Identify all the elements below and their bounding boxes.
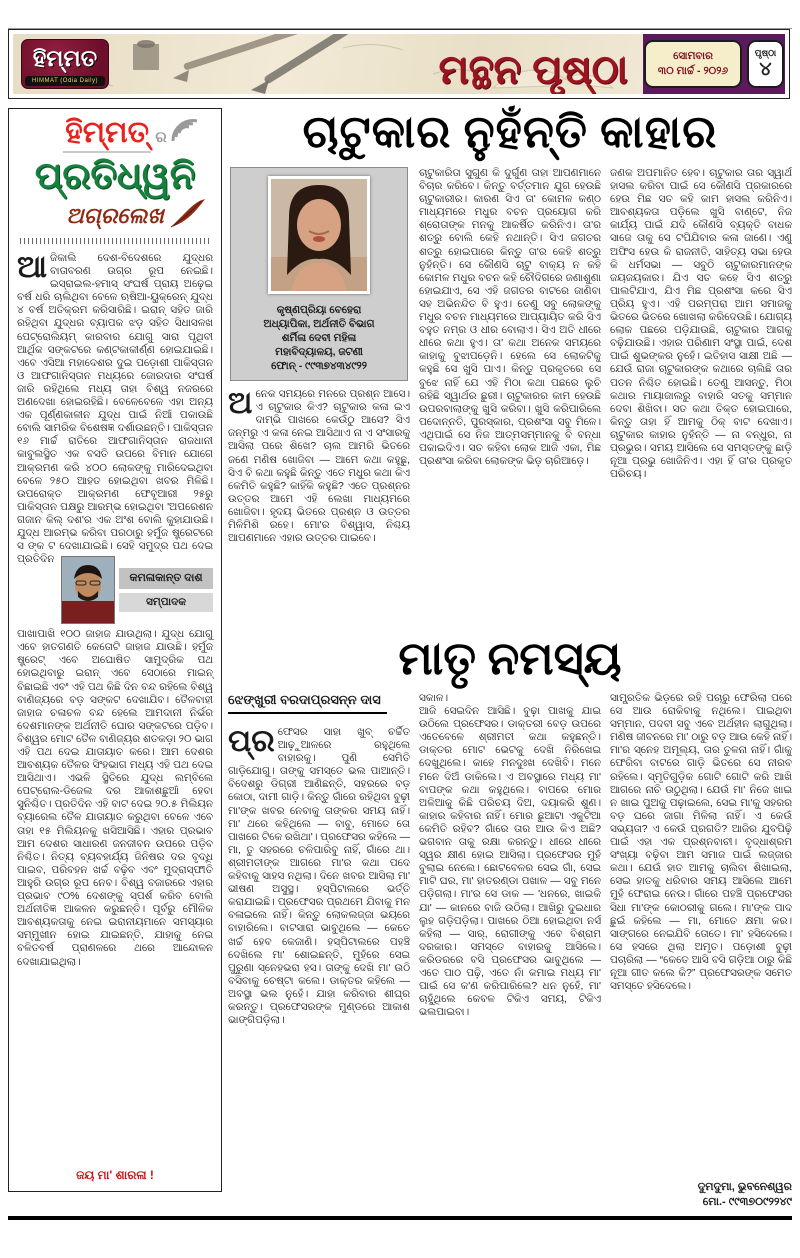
editorial-closing-line: ଜୟ ମା' ଶାରଳା ! [76,1168,154,1182]
author-photo-card [230,167,408,381]
article1-col3 [610,167,792,622]
article1-col1-text: ନେକ ସମୟରେ ମନରେ ପ୍ରଶ୍ନ ଆସେ। ଏ ଚାଟୁକାର କିଏ? ଚାଟୁକାର କଳା ଇଏ ଦାମ୍ଭି ପାଖରେ କେଉଁଠୁ ଆସେ? ସିଏ ଜନ୍ମରୁ ଏ କଳା ନେଇ ଆସିଥାଏ ନା ଏ ସଂସାରକୁ ଆସିଲା ପରେ ଶିଖେ? ଚାଲ ଆମରି ଭିତରେ ଜଣେ ମଣିଷ ଖୋଜିବା — ଆମେ କଥା କହୁଛୁ, ସିଏ ବି କଥା କହୁଛି କିନ୍ତୁ ଏତେ ମଧୁର କଥା କିଏ କେମିତି କହୁଛି? କାହିଁକି କହୁଛି? ଏତେ ପ୍ରଶ୍ନର ଉତ୍ତର ଆମେ ଏହି ଲେଖା ମାଧ୍ୟମରେ ଖୋଜିବା। ହୃଦୟ ଭିତରେ ପ୍ରଶ୍ନ ଓ ଉତ୍ତର ମିଳିମିଶି ରହେ। ମୋ'ର ବିଶ୍ୱାସ, ନିଶ୍ଚୟ ଆପଣମାନେ ଏହାର ଉତ୍ତର ପାଇବେ। [228,389,410,545]
article2-col2-text: ଆଜି ସେଇଦିନ ଆସିଛି। ବୁଢ଼ା ପାଖକୁ ଯାଇ ଉଠିଲେ ପ୍ରଫେସର। ଡାକ୍ତରୀ ବେଡ଼ ଉପରେ ଏତେବେଳେ ଶ୍ରୀମତୀ କଥା କହୁଛନ୍ତି। ଡାକ୍ତର ମୋଟ ଭେଟକୁ ଦେଖି ନିରିଖେଇ ଦେଖୁଥିଲେ। କାହେ ମନଦୁଃଖ ଦେଖିବି। ମନେ ମନେ ଦିଅଁ ଡାକିଲେ। ଏ ଅବସ୍ଥାରେ ମଧ୍ୟ ମା' ବାପଙ୍କ କଥା କହୁଥିଲେ। ବାପରେ ମୋର ଅଳିଆକୁ କିଛି ପରିଚୟ ଦିଅ, ଦୟାକରି ଶୁଣ। କାହାର କହିବାର ନାହିଁ। ମୋର ଛୁଆଟା ଏକୁଟିଆ କେମିତି ରହିବ? ଗାଁରେ ତାର ଆଉ କିଏ ଅଛି? ଭଗବାନ ତାକୁ ରକ୍ଷା କରନ୍ତୁ। ଧୀରେ ଧୀରେ ସ୍ୱର କ୍ଷୀଣ ହୋଇ ଆସିଲା। ପ୍ରଫେସର ମୁହଁ ବୁଲାଇ ନେଲେ। ଛୋଟବେଳର ସେଇ ଗାଁ, ସେଇ ମାଟି ଘର, ମା' ହାତରଣ୍ଡା ପଖାଳ — ସବୁ ମନେ ପଡ଼ିଗଲା। ମା'ର ସେ ଡାକ — 'ଧନରେ, ଖାଇକି ଯା' — କାନରେ ବାଜି ଉଠିଲା। ଆଖିରୁ ଦୁଇଧାର ଲୁହ ଗଡ଼ିପଡ଼ିଲା। ପାଖରେ ଠିଆ ହୋଇଥିବା ନର୍ସ କହିଲା — ସାର୍, ରୋଗୀଙ୍କୁ ଏବେ ବିଶ୍ରାମ ଦରକାର। ସମସ୍ତେ ବାହାରକୁ ଆସିଲେ। କରିଡରରେ ବସି ପ୍ରଫେସର ଭାବୁଥିଲେ — ଏତେ ପାଠ ପଢ଼ି, ଏତେ ନାଁ କମାଇ ମଧ୍ୟ ମା' ପାଇଁ ସେ କ'ଣ କରିପାରିଲେ? ଧନ ନୁହେଁ, ମା' ଚାହୁଁଥିଲେ କେବଳ ଟିକିଏ ସମୟ, ଟିକିଏ ଭଲପାଇବା। [419,706,601,1019]
date-box [644,40,742,88]
main-content [228,106,792,1210]
article1-columns [228,167,792,622]
article2-col1-text: ଫେସର ସାହା ଖୁବ୍ ଚର୍ଚ୍ଚିତ ଆଢ଼ୁଆଳରେ ରହୁଥିଲେ ବାହାରକୁ। ପୁଣି ସେମିତି ଗାଡ଼ିଯୋଗୁ। ତାଙ୍କୁ ସମସ୍ତେ ଭଲ ପାଆନ୍ତି। ବିଦେଶରୁ ଡିଗ୍ରୀ ଆଣିଛନ୍ତି, ସହରରେ ବଡ଼ କୋଠା, ଦାମୀ ଗାଡ଼ି। କିନ୍ତୁ ଗାଁରେ ରହିଥିବା ବୁଢ଼ୀ ମା'ଙ୍କ ଖବର ନେବାକୁ ତାଙ୍କର ସମୟ ନାହିଁ। ମା' ଥରେ କହିଥିଲେ — ବାବୁ, ମୋତେ ତୋ ପାଖରେ ଟିକେ ରଖିଥା'। ପ୍ରଫେସର କହିଲେ — ମା, ତୁ ସହରରେ ଚଳିପାରିବୁ ନାହିଁ, ଗାଁରେ ଥା। ଶ୍ରୀମତୀଙ୍କ ଆଗରେ ମା'ର କଥା ପଦେ କହିବାକୁ ସାହସ ନଥିଲା। ଦିନେ ଖବର ଆସିଲା ମା' ଭୀଷଣ ଅସୁସ୍ଥ। ହସ୍ପିଟାଲରେ ଭର୍ତ୍ତି କରାଯାଇଛି। ପ୍ରଫେସର ପ୍ରଥମେ ଯିବାକୁ ମନ ବଳାଇଲେ ନାହିଁ। କିନ୍ତୁ ଲୋକଲଜ୍ଜା ଭୟରେ ବାହାରିଲେ। ବାଟସାରା ଭାବୁଥିଲେ — କେତେ ଖର୍ଚ୍ଚ ହେବ କେଜାଣି। ହସ୍ପିଟାଲରେ ପହଞ୍ଚି ଦେଖିଲେ ମା' ଶୋଇଛନ୍ତି, ମୁହଁରେ ସେଇ ପୁରୁଣା ସ୍ନେହଭରା ହସ। ତାଙ୍କୁ ଦେଖି ମା' ଉଠି ବସିବାକୁ ଚେଷ୍ଟା କଲେ। ଡାକ୍ତର କହିଲେ — ଅବସ୍ଥା ଭଲ ନୁହେଁ। ଯାହା କରିବାର ଶୀଘ୍ର କରନ୍ତୁ। ପ୍ରଫେସରଙ୍କ ମୁଣ୍ଡରେ ଆକାଶ ଭାଙ୍ଗିପଡ଼ିଲା। [228,727,410,1027]
article2-col2-lead: ସକାଳ। [419,693,448,704]
editor-name: କମଳାକାନ୍ତ ଦାଶ [119,568,213,589]
article2-signature [610,1176,792,1210]
masthead-right-panel [643,34,785,94]
article2-headline: ମାତୃ ନମସ୍ୟ [398,633,622,684]
article2-dropcap: ପ୍ର [228,723,275,758]
author-photo [268,176,370,294]
signature-phone: ମୋ.- ୯୯୩୭୦୯୨୨୪୯ [702,1196,792,1208]
himmat-logo-subtext: HIMMAT (Odia Daily) [25,76,105,86]
editorial-text-part1: ଜିକାଲି ଦେଶ-ବିଦେଶରେ ଯୁଦ୍ଧର ବାତାବରଣ ଉଗ୍ର ରୂପ ନେଇଛି। ଇସ୍ରାଇଲ-ହମାସ୍ ସଂଘର୍ଷ ପ୍ରାୟ ଅଢ଼େଇ ବର୍ଷ ଧରି ଚାଲିଥିବା ବେଳେ ଋଷିଆ-ୟୁକ୍ରେନ୍ ଯୁଦ୍ଧ ୪ ବର୍ଷ ଅତିକ୍ରମ କରିସାରିଛି। ଇରାନ୍ ସହିତ ଜାରି ରହିଥିବା ଯୁଦ୍ଧର ବ୍ୟାପକ ଝଡ଼ ସହିତ ସିଧାସଳଖ ପେଟ୍ରୋଲିୟମ୍ କାରବାର ଯୋଗୁ ସାରା ପୃଥିବୀ ଆର୍ଥିକ ସଙ୍କଟରେ କଣ୍ଟକାକୀର୍ଣ୍ଣ ହୋଇଯାଇଛି। ଏବେ ଏସିଆ ମହାଦେଶର ଦୁଇ ପଡ଼ୋଶୀ ପାକିସ୍ତାନ ଓ ଆଫଗାନିସ୍ତାନ ମଧ୍ୟରେ ଜୋରଦାର ସଂଘର୍ଷ ଜାରି ରହିଥିଲେ ମଧ୍ୟ ତାହା ବିଶ୍ୱ ନଜରରେ ଅଣଦେଖା ହୋଇରହିଛି। ବେଳେବେଳେ ଏହା ଅନ୍ୟ ଏକ ପୂର୍ଣ୍ଣକାଳୀନ ଯୁଦ୍ଧ ପାଇଁ ନିଆଁ ପକାଉଛି ବୋଲି ସାମରିକ ବିଶେଷଜ୍ଞ ଦର୍ଶାଉଛନ୍ତି। ପାକିସ୍ତାନ ୧୬ ମାର୍ଚ୍ଚ ରାତିରେ ଆଫଗାନିସ୍ତାନ ରାଜଧାନୀ କାବୁଲସ୍ଥିତ ଏକ ବସତି ଉପରେ ବିମାନ ଯୋଗେ ଆକ୍ରମଣ କରି ୪୦୦ ଲୋକଙ୍କୁ ମାରିଦେଇଥିବା ବେଳେ ୨୫୦ ଆହତ ହୋଇଥିବା ଖବର ମିଳିଛି। ଉପରୋକ୍ତ ଆକ୍ରମଣ ଫେବୃଆରୀ ୨୫ରୁ ପାକିସ୍ତାନ ପକ୍ଷରୁ ଆରମ୍ଭ ହୋଇଥିବା 'ଅପରେଶନ ଗଜାନ କିଲ୍ ଦଶ'ର ଏକ ଅଂଶ ବୋଲି କୁହାଯାଉଛି। ଯୁଦ୍ଧ ଆରମ୍ଭ କରିବା ପରଠାରୁ ହର୍ମୁଜ ଷ୍ଟ୍ରେଟରେ ସ ଙ୍କ ଟ ଦେଖାଯାଇଛି। ସେହି ସମୁଦ୍ର ପଥ [17,253,213,553]
article1-col2-text: ଚାଟୁକାରିତା ସୁଗୁଣ କି ଦୁର୍ଗୁଣ ତାହା ଆପଣମାନେ ବିଚାର କରିବେ। କିନ୍ତୁ ବର୍ତ୍ତମାନ ଯୁଗ ହେଉଛି ଚାଟୁକାରୀର। କାରଣ ସିଏ ତା' କୋମଳ କଣ୍ଠ ମାଧ୍ୟମରେ ମଧୁର ବଚନ ପ୍ରୟୋଗ କରି ଶ୍ରୋତାଙ୍କ ମନକୁ ଆକର୍ଷିତ କରିନିଏ। ତା'ର ଶତ୍ରୁ ବୋଲି କେହି ନଥାନ୍ତି। ସିଏ ଜଗତର ଶତ୍ରୁ ହୋଇପାରେ କିନ୍ତୁ ତା'ର କେହି ଶତ୍ରୁ ନୁହଁନ୍ତି। ସେ କୌଣସି ଚାଟୁ ବାକ୍ୟ ନ କହି କୋମଳ ମଧୁର ବଚନ କହି ଚୌଦିଗରେ ଜଣାଶୁଣା ହୋଇଯାଏ, ସେ ଏହି ଜଗତର ବାଟରେ ଜାଣିବା ସହ ଅଭିନନ୍ଦିତ ବି ହୁଏ। ତେଣୁ ସବୁ ଲୋକଙ୍କୁ ମଧୁର ବଚନ ମାଧ୍ୟମରେ ଆପ୍ୟାୟିତ କରି ସିଏ ବହୁତ ନମ୍ର ଓ ଧୀର ବୋଲାଏ। ସିଏ ଅତି ଧୀରେ ଧୀରେ କଥା ହୁଏ। ତା' କଥା ଅନେକ ସମୟରେ କାହାକୁ ବୁଝାପଡ଼େନି। ହେଲେ ସେ ଲୋକଟିକୁ କହୁଛି ସେ ଖୁସି ପାଏ। କିନ୍ତୁ ପ୍ରକୃତରେ ସେ ବୁଝେ ନାହିଁ ଯେ ଏହି ମିଠା କଥା ପଛରେ ଲୁଚି ରହିଛି ସ୍ୱାର୍ଥର ଛୁରୀ। ଚାଟୁକାରର କାମ ହେଉଛି ଉପରବାଲାଙ୍କୁ ଖୁସି କରିବା। ଖୁସି କରିପାରିଲେ ପଦୋନ୍ନତି, ପୁରସ୍କାର, ପ୍ରଶଂସା ସବୁ ମିଳେ। ଏଥିପାଇଁ ସେ ନିଜ ଆତ୍ମସମ୍ମାନକୁ ବି ବନ୍ଧା ପକାଇଦିଏ। ସତ କହିବା ଲୋକ ଆଜି ଏକା, ମିଛ ପ୍ରଶଂସା କରିବା ଲୋକଙ୍କ ଭିଡ଼ ଚାରିଆଡ଼େ। [419,168,601,468]
page-number: ୪ [759,59,772,80]
article1-dropcap: ଅ [228,385,253,421]
author-name: କୃଷ୍ଣପ୍ରିୟା ବେହେରା [276,305,362,317]
author-phone: ଫୋନ୍ - ୯୯୩୭୪୩୪୯୨୨ [271,361,367,373]
editor-role: ସମ୍ପାଦକ [119,593,213,612]
article1-col2 [419,167,601,622]
masthead-banner [13,34,785,94]
bottom-rule [8,1216,792,1220]
day-label: ସୋମବାର [673,50,713,62]
article2-col3-text: ସାମ୍ପ୍ରତିକ ଭିଡ଼ରେ ରହି ପଚାରୁ ଫେରିଲା ପରେ ସେ ଆଉ ରୋକିବାକୁ ନଥିଲେ। ପାଇଥିବା ସମ୍ମାନ, ପଦବୀ ସବୁ ଏବେ ଅର୍ଥହୀନ ଲାଗୁଥିଲା। ମଣିଷ ଜୀବନରେ ମା' ଠାରୁ ବଡ଼ ଆଉ କେହି ନାହିଁ। ମା'ର ସ୍ନେହ ଅମୂଲ୍ୟ, ତାର ତୁଳନା ନାହିଁ। ଗାଁକୁ ଫେରିବା ବାଟରେ ଗାଡ଼ି ଭିତରେ ସେ ନୀରବ ରହିଲେ। ସ୍ମୃତିଗୁଡ଼ିକ ଗୋଟି ଗୋଟି କରି ଆଖି ଆଗରେ ନାଚି ଉଠୁଥିଲା। ଯେଉଁ ମା' ନିଜେ ଖାଇ ନ ଖାଇ ପୁଅକୁ ପଢ଼ାଇଲେ, ସେଇ ମା'କୁ ସହରର ବଡ଼ ଘରେ ଜାଗା ମିଳିଲା ନାହିଁ। ଏ କେଉଁ ସଭ୍ୟତା? ଏ କେଉଁ ପ୍ରଗତି? ଆଜିର ଯୁବପିଢ଼ି ପାଇଁ ଏହା ଏକ ପ୍ରଶ୍ନବାଚୀ। ବୃଦ୍ଧାଶ୍ରମ ସଂଖ୍ୟା ବଢ଼ିବା ଆମ ସମାଜ ପାଇଁ ଲଜ୍ଜାର କଥା। ଯେଉଁ ହାତ ଆମକୁ ଚାଲିବା ଶିଖାଇଲା, ସେଇ ହାତକୁ ଧରିବାର ସମୟ ଆସିଲେ ଆମେ ମୁହଁ ଫେରାଇ ନେଉ। ଗାଁରେ ପହଞ୍ଚି ପ୍ରଫେସର ସିଧା ମା'ଙ୍କ କୋଠରୀକୁ ଗଲେ। ମା'ଙ୍କ ପାଦ ଛୁଇଁ କହିଲେ — ମା, ମୋତେ କ୍ଷମା କର। ସାଙ୍ଗରେ ନେଇଯିବି ତୋତେ। ମା' ହସିଦେଲେ। ସେ ହସରେ ଥିଲା ଅମୃତ। ପଡ଼ୋଶୀ ବୁଢ଼ୀ ପଚାରିଲା — “କେତେ ଆସି ବସି ଗଡ଼ିଆ ଠାରୁ କିଛି ନୂଆ ଗୀତ କଲେ କି?” ପ୍ରଫେସରଙ୍କ ସମେତ ସମସ୍ତେ ହସିଦେଲେ। [610,693,792,993]
page-number-label: ପୃଷ୍ଠା [754,48,777,58]
editor-inset-card [61,556,213,624]
article2-columns [228,692,792,1210]
editorial-body [9,252,221,1192]
himmat-logo [21,39,109,89]
article1-col1 [228,167,410,622]
article1-headline: ଚାଟୁକାର ନୁହଁନ୍ତି କାହାର [302,107,718,157]
editorial-column [8,108,222,1192]
dotted-divider [20,238,210,244]
article2-col1 [228,692,410,1210]
article2-col3 [610,692,792,1210]
signature-place: ଦୁମଦୁମା, ଭୁବନେଶ୍ୱର [697,1181,792,1193]
date-label: ୩୦ ମାର୍ଚ୍ଚ - ୨୦୨୬ [657,65,729,77]
page-title: ମନ୍ଥନ ପୃଷ୍ଠା [438,48,628,92]
author-designation: ଅଧ୍ୟାପିକା, ଅର୍ଥନୀତି ବିଭାଗ [263,319,375,331]
brand-himmat-text: ହିମ୍ମତ୍ [63,117,151,153]
author-college-line1: ଶର୍ମିଳା ଦେବୀ ମହିଳା [281,333,357,345]
page-number-box [747,40,784,88]
editorial-dropcap: ଆ [17,252,48,284]
editor-labels [119,556,213,624]
masthead [8,29,790,99]
editorial-text-part2: ଦେଇ ପ୍ରତିଦିନ ପାଖାପାଖି ୧୦୦ ଜାହାଜ ଯାଉଥିଲା। ଯୁଦ୍ଧ ଯୋଗୁ ଏବେ ହାତଗଣତି କେତୋଟି ଜାହାଜ ଯାଉଛି। ହର୍ମୁଜ ଷ୍ଟ୍ରେଟ୍ ଏବେ ଅଘୋଷିତ ସାମୁଦ୍ରିକ ପଥ ହୋଇଥିବାରୁ ଇରାନ୍ ଏବେ ସେଠାରେ ମାଇନ୍ ବିଛାଇଛି ଏବଂ ଏହି ପଥ କିଛି ଦିନ ବନ୍ଦ ରହିଲେ ବିଶ୍ୱ ବାଣିଜ୍ୟରେ ବଡ଼ ସଙ୍କଟ ଦେଖାଯିବ। ତୈଳବାହୀ ଜାହାଜ ଚଳାଚଳ ବନ୍ଦ ହେଲେ ଆମଦାନୀ ନିର୍ଭର ଦେଶମାନଙ୍କ ଅର୍ଥନୀତି ଘୋର ସଙ୍କଟରେ ପଡ଼ିବ। ବିଶ୍ୱର ମୋଟ ତୈଳ ବାଣିଜ୍ୟର ଶତକଡ଼ା ୨୦ ଭାଗ ଏହି ପଥ ଦେଇ ଯାତାୟାତ କରେ। ଆମ ଦେଶର ଆବଶ୍ୟକ ତୈଳର ସିଂହଭାଗ ମଧ୍ୟ ଏହି ପଥ ଦେଇ ଆସିଥାଏ। ଏଭଳି ସ୍ଥିତିରେ ଯୁଦ୍ଧ ଲମ୍ବିଲେ ପେଟ୍ରୋଲ-ଡିଜେଲ ଦର ଆକାଶଛୁଆଁ ହେବା ସୁନିଶ୍ଚିତ। ପ୍ରତିଦିନ ଏହି ବାଟ ଦେଇ ୨୦.୫ ମିଲିୟନ ବ୍ୟାରେଲ ତୈଳ ଯାତାୟାତ କରୁଥିବା ବେଳେ ଏବେ ତାହା ୧୫ ମିଲିୟନକୁ ଖସିଆସିଛି। ଏହାର ପ୍ରଭାବ ଆମ ଦେଶର ସାଧାରଣ ଜନଜୀବନ ଉପରେ ପଡ଼ିବ ନିଶ୍ଚିତ। ନିତ୍ୟ ବ୍ୟବହାର୍ଯ୍ୟ ଜିନିଷର ଦର ବୃଦ୍ଧି ପାଇବ, ପରିବହନ ଖର୍ଚ୍ଚ ବଢ଼ିବ ଏବଂ ମୁଦ୍ରାସ୍ଫୀତି ଆହୁରି ଉଗ୍ର ରୂପ ନେବ। ବିଶ୍ୱ ବଜାରରେ ଏହାର ପ୍ରଭାବ ୯୦% ଦେଶଙ୍କୁ ସ୍ପର୍ଶ କରିବ ବୋଲି ଅର୍ଥନୀତିଜ୍ଞ ଆକଳନ କରୁଛନ୍ତି। ପୂର୍ବରୁ ମୌଳିକ ଆବଶ୍ୟକତାକୁ ନେଇ ଇରାନୀୟମାନେ ସମସ୍ୟାର ସମ୍ମୁଖୀନ ହୋଇ ଯାଇଛନ୍ତି, ଯାହାକୁ ନେଇ ବଳିତବର୍ଷ ପ୍ରାଣଳରେ ଥରେ ଆନ୍ଦୋଳନ ଦେଖାଯାଇଥିଲା। [17,541,213,968]
editorial-brand [9,109,221,252]
brand-pratidhwani-text: ପ୍ରତିଧ୍ୱନି [34,155,196,196]
agralekha-label: ଅଗ୍ରଲେଖ [66,203,164,228]
brand-suffix-text: ର [155,129,167,146]
article2-col2 [419,692,601,1210]
author-college-line2: ମହାବିଦ୍ୟାଳୟ, ଜଟଣୀ [275,347,363,359]
quill-pen-icon [167,197,207,231]
editor-photo [61,556,115,624]
article2-byline: ଝେଙ୍ଖୁରୀ ବରଦାପ୍ରସନ୍ନ ଦାସ [228,692,387,714]
echo-waves-icon [167,115,203,145]
brand-agralekha-text [15,201,215,231]
article1-col3-text: ଜଣକ ଅପମାନିତ ହେବ। ଚାଟୁକାର ତାର ସ୍ୱାର୍ଥ ହାସଲ କରିବା ପାଇଁ ସେ କୌଣସି ପ୍ରକାରରେ ହେଉ ମିଛ ସତ କହି କାମ ହାସଲ କରିନିଏ। ଆବଶ୍ୟକତା ପଡ଼ିଲେ ଖୁସି ବାଣ୍ଟେ, ନିଜ କାର୍ଯ୍ୟ ପାଇଁ ଯଦି କୌଣସି ବ୍ୟକ୍ତି ବାଧକ ସାଜେ ତାକୁ ସେ ଟପିଯିବାର କଳା ଜାଣେ। ଏଣୁ ଅଫିସ ହେଉ କି ରାଜନୀତି, ସାହିତ୍ୟ ସଭା ହେଉ କି ଧର୍ମସଭା — ସବୁଠି ଚାଟୁକାରମାନଙ୍କ ଜୟଜୟକାର। ଯିଏ ସତ କହେ ସିଏ ଶତ୍ରୁ ପାଲଟିଯାଏ, ଯିଏ ମିଛ ପ୍ରଶଂସା କରେ ସିଏ ପ୍ରିୟ ହୁଏ। ଏହି ପରମ୍ପରା ଆମ ସମାଜକୁ ଭିତରେ ଭିତରେ ଖୋଖଲା କରିଦେଉଛି। ଯୋଗ୍ୟ ଲୋକ ପଛରେ ପଡ଼ିଯାଉଛି, ଚାଟୁକାର ଆଗକୁ ବଢ଼ିଯାଉଛି। ଏହାର ପରିଣାମ ସଂସ୍ଥା ପାଇଁ, ଦେଶ ପାଇଁ ଶୁଭଙ୍କର ନୁହେଁ। ଇତିହାସ ସାକ୍ଷୀ ଅଛି — ଯେଉଁ ରାଜା ଚାଟୁକାରଙ୍କ କଥାରେ ଚାଲିଛି ତାର ପତନ ନିଶ୍ଚିତ ହୋଇଛି। ତେଣୁ ଆସନ୍ତୁ, ମିଠା କଥାର ମାୟାଜାଲରୁ ବାହାରି ସତକୁ ସମ୍ମାନ ଦେବା ଶିଖିବା। ସତ କଥା ତିକ୍ତ ହୋଇପାରେ, କିନ୍ତୁ ତାହା ହିଁ ଆମକୁ ଠିକ୍ ବାଟ ଦେଖାଏ। ଚାଟୁକାର କାହାର ନୁହଁନ୍ତି — ନା ବନ୍ଧୁର, ନା ପ୍ରଭୁର। ସମୟ ଆସିଲେ ସେ ସମସ୍ତଙ୍କୁ ଛାଡ଼ି ନୂଆ ପ୍ରଭୁ ଖୋଜିନିଏ। ଏହା ହିଁ ତା'ର ପ୍ରକୃତ ପରିଚୟ। [610,168,792,481]
himmat-logo-text: ହିମ୍ମତ [32,45,98,71]
